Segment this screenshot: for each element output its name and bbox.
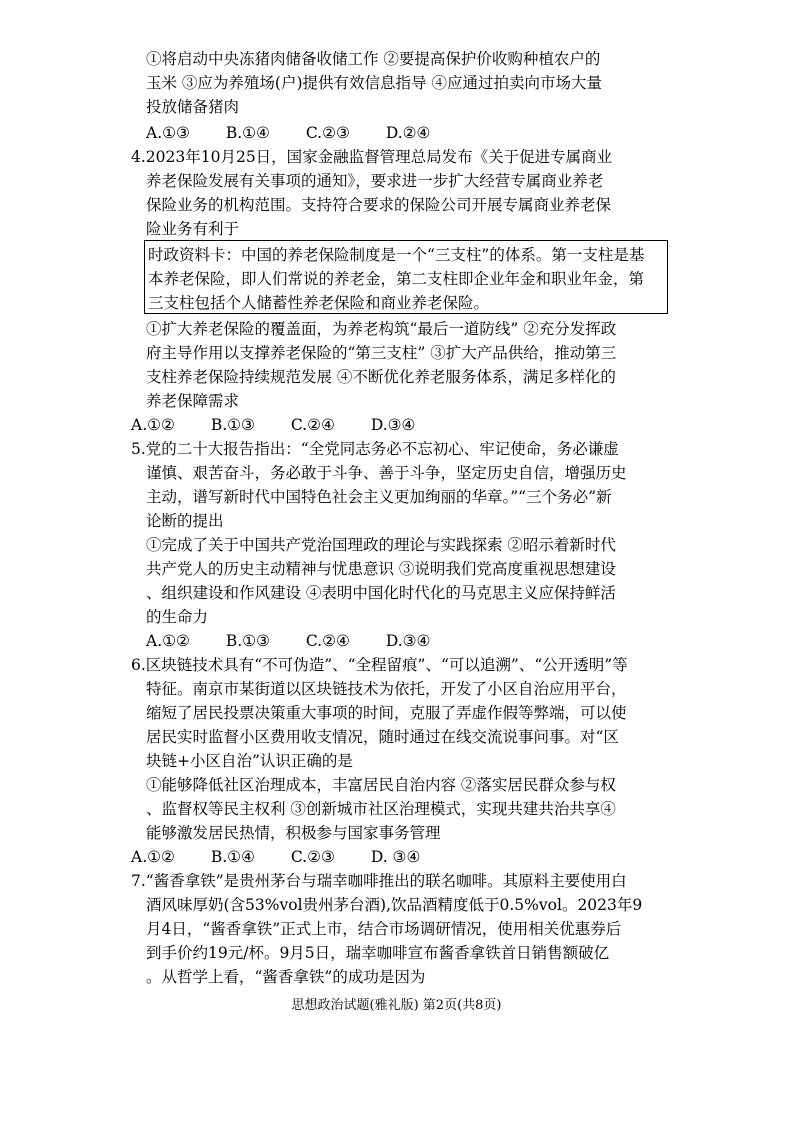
q6-stem-line: 块链+小区自治”认识正确的是 <box>146 752 353 770</box>
q6-items-line: 能够激发居民热情，积极参与国家事务管理 <box>146 824 441 842</box>
q6-options: A.①② B.①④ C.②③ D. ③④ <box>131 848 421 866</box>
q5-stem-line: 论断的提出 <box>146 512 224 530</box>
q6-stem-line: 6.区块链技术具有“不可伪造”、“全程留痕”、“可以追溯”、“公开透明”等 <box>131 656 628 674</box>
q3-items-line: 玉米 ③应为养殖场(户)提供有效信息指导 ④应通过拍卖向市场大量 <box>146 74 602 92</box>
q3-options: A.①③ B.①④ C.②③ D.②④ <box>146 124 431 142</box>
q5-items-line: 的生命力 <box>146 608 209 626</box>
q5-options: A.①② B.①③ C.②④ D.③④ <box>146 632 431 650</box>
card-line: 三支柱包括个人储蓄性养老保险和商业养老保险。 <box>148 294 490 312</box>
q6-items-line: 、监督权等民主权利 ③创新城市社区治理模式，实现共建共治共享④ <box>146 800 616 818</box>
card-line: 时政资料卡：中国的养老保险制度是一个“三支柱”的体系。第一支柱是基 <box>148 246 645 264</box>
page-footer: 思想政治试题(雅礼版) 第2页(共8页) <box>291 998 502 1013</box>
q5-items-line: ①完成了关于中国共产党治国理政的理论与实践探索 ②昭示着新时代 <box>146 536 616 554</box>
q4-items-line: 府主导作用以支撑养老保险的“第三支柱” ③扩大产品供给，推动第三 <box>146 344 617 362</box>
q3-items-line: 投放储备猪肉 <box>146 98 240 116</box>
q4-items-line: 养老保障需求 <box>146 392 240 410</box>
q4-stem-line: 养老保险发展有关事项的通知》，要求进一步扩大经营专属商业养老 <box>146 172 604 190</box>
q7-stem-line: 酒风味厚奶(含53%vol贵州茅台酒),饮品酒精度低于0.5%vol。2023年9 <box>146 896 643 914</box>
q6-stem-line: 居民实时监督小区费用收支情况，随时通过在线交流说事问事。对“区 <box>146 728 619 746</box>
q5-stem-line: 主动，谱写新时代中国特色社会主义更加绚丽的华章。”“三个务必”新 <box>146 488 612 506</box>
q5-items-line: 、组织建设和作风建设 ④表明中国化时代化的马克思主义应保持鲜活 <box>146 584 616 602</box>
q4-stem-line: 险业务有利于 <box>146 220 240 238</box>
q3-items-line: ①将启动中央冻猪肉储备收储工作 ②要提高保护价收购种植农户的 <box>146 50 601 68</box>
q5-stem-line: 5.党的二十大报告指出：“全党同志务必不忘初心、牢记使命，务必谦虚 <box>131 440 619 458</box>
q4-stem-line: 4.2023年10月25日，国家金融监督管理总局发布《关于促进专属商业 <box>131 148 613 166</box>
q6-items-line: ①能够降低社区治理成本，丰富居民自治内容 ②落实居民群众参与权 <box>146 776 616 794</box>
q6-stem-line: 特征。南京市某街道以区块链技术为依托，开发了小区自治应用平台， <box>146 680 627 698</box>
q5-items-line: 共产党人的历史主动精神与忧患意识 ③说明我们党高度重视思想建设 <box>146 560 616 578</box>
q7-stem-line: 月4日，“酱香拿铁”正式上市，结合市场调研情况，使用相关优惠券后 <box>146 920 622 938</box>
q4-items-line: 支柱养老保险持续规范发展 ④不断优化养老服务体系，满足多样化的 <box>146 368 616 386</box>
q7-stem-line: 7.“酱香拿铁”是贵州茅台与瑞幸咖啡推出的联名咖啡。其原料主要使用白 <box>131 872 627 890</box>
q4-stem-line: 保险业务的机构范围。支持符合要求的保险公司开展专属商业养老保 <box>146 196 612 214</box>
q7-stem-line: 到手价约19元/杯。9月5日，瑞幸咖啡宣布酱香拿铁首日销售额破亿 <box>146 944 610 962</box>
q4-options: A.①② B.①③ C.②④ D.③④ <box>131 416 416 434</box>
q7-stem-line: 。从哲学上看，“酱香拿铁”的成功是因为 <box>146 968 426 986</box>
q4-items-line: ①扩大养老保险的覆盖面，为养老构筑“最后一道防线” ②充分发挥政 <box>146 320 617 338</box>
q6-stem-line: 缩短了居民投票决策重大事项的时间，克服了弄虚作假等弊端，可以使 <box>146 704 627 722</box>
q5-stem-line: 谨慎、艰苦奋斗，务必敢于斗争、善于斗争，坚定历史自信，增强历史 <box>146 464 627 482</box>
card-line: 本养老保险，即人们常说的养老金，第二支柱即企业年金和职业年金，第 <box>148 270 645 288</box>
